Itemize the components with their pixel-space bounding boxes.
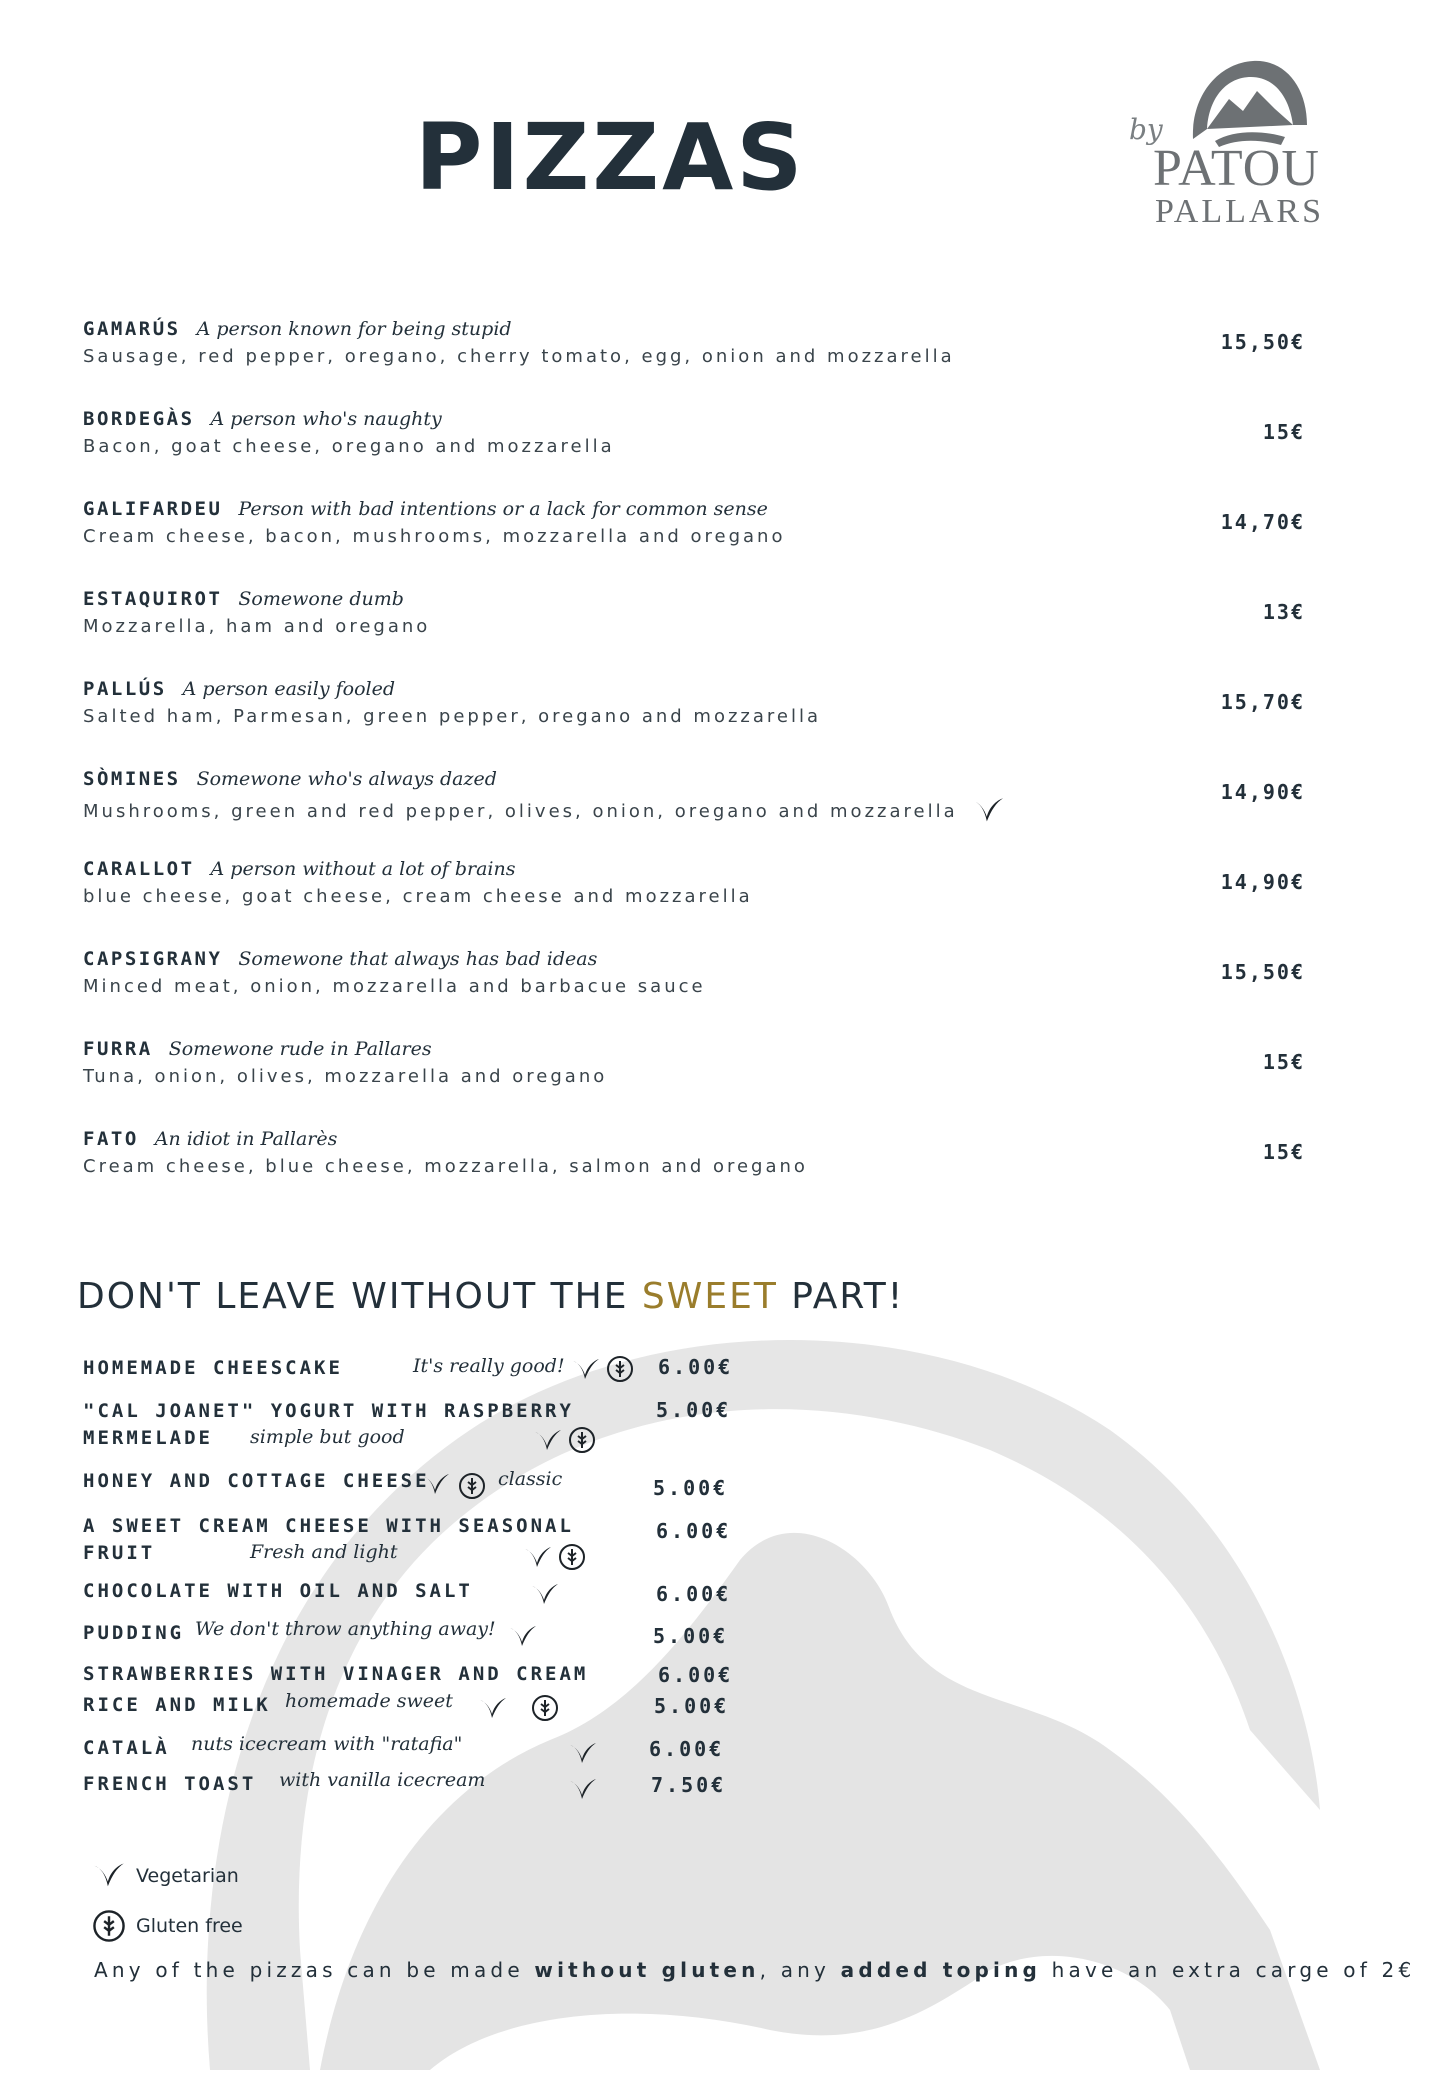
dessert-note: homemade sweet xyxy=(285,1690,453,1712)
footnote-part3: have an extra carge of 2€ xyxy=(1041,1958,1416,1982)
dessert-item xyxy=(83,1468,743,1500)
dessert-note: simple but good xyxy=(250,1426,405,1448)
pizza-meaning: A person known for being stupid xyxy=(196,318,512,340)
pizza-list xyxy=(83,318,1305,1218)
vegetarian-leaf-icon xyxy=(421,1472,451,1498)
pizza-item xyxy=(83,678,1305,768)
pizza-name: FURRA xyxy=(83,1038,153,1060)
pizza-price: 13€ xyxy=(1262,600,1305,624)
pizza-meaning: Somewone that always has bad ideas xyxy=(238,948,598,970)
pizza-item xyxy=(83,588,1305,678)
legend-gluten-free-label: Gluten free xyxy=(136,1915,243,1937)
pizza-ingredients: Sausage, red pepper, oregano, cherry tomato, egg, onion and mozzarella xyxy=(83,346,955,367)
pizza-meaning: Somewone who's always dazed xyxy=(196,768,497,790)
dessert-price: 6.00€ xyxy=(658,1355,734,1379)
dessert-name: PUDDING xyxy=(83,1622,185,1644)
page-title: PIZZAS xyxy=(415,104,806,211)
dessert-price: 6.00€ xyxy=(649,1737,725,1761)
dessert-price: 7.50€ xyxy=(651,1773,727,1797)
pizza-meaning: Somewone rude in Pallares xyxy=(168,1038,432,1060)
pizza-name: CAPSIGRANY xyxy=(83,948,223,970)
dessert-name: STRAWBERRIES WITH VINAGER AND CREAM xyxy=(83,1663,589,1685)
pizza-item xyxy=(83,948,1305,1038)
footnote-part2: , any xyxy=(759,1958,841,1982)
gluten-free-footnote xyxy=(94,1958,1415,1982)
dessert-name-line2: MERMELADE xyxy=(83,1427,213,1449)
pizza-price: 14,90€ xyxy=(1220,780,1305,804)
pizza-name: PALLÚS xyxy=(83,678,167,700)
brand-logo xyxy=(1125,55,1345,235)
pizza-ingredients: Salted ham, Parmesan, green pepper, oregano and mozzarella xyxy=(83,706,822,727)
vegetarian-leaf-icon xyxy=(523,1545,553,1571)
dessert-item xyxy=(83,1692,743,1724)
legend-vegetarian-label: Vegetarian xyxy=(136,1865,239,1887)
pizza-name: SÒMINES xyxy=(83,768,181,790)
vegetarian-leaf-icon xyxy=(530,1582,560,1608)
gluten-free-icon xyxy=(458,1472,486,1500)
legend-vegetarian xyxy=(92,1858,243,1894)
pizza-ingredients: blue cheese, goat cheese, cream cheese and mozzarella xyxy=(83,886,753,907)
pizza-ingredients: Minced meat, onion, mozzarella and barbacue sauce xyxy=(83,976,706,997)
dessert-item xyxy=(83,1771,743,1803)
pizza-meaning: Person with bad intentions or a lack for common sense xyxy=(238,498,768,520)
vegetarian-leaf-icon xyxy=(92,1861,126,1891)
logo-name: PATOU xyxy=(1153,140,1320,197)
dessert-name: HOMEMADE CHEESCAKE xyxy=(83,1357,343,1379)
pizza-price: 15€ xyxy=(1262,1140,1305,1164)
dessert-price: 5.00€ xyxy=(653,1624,729,1648)
vegetarian-leaf-icon xyxy=(970,796,1006,826)
dessert-price: 6.00€ xyxy=(656,1582,732,1606)
pizza-ingredients: Cream cheese, blue cheese, mozzarella, salmon and oregano xyxy=(83,1156,808,1177)
pizza-item xyxy=(83,768,1305,858)
dessert-price: 5.00€ xyxy=(656,1398,732,1422)
gluten-free-icon xyxy=(92,1909,126,1943)
section-title-before: DON'T LEAVE WITHOUT THE xyxy=(77,1276,642,1317)
dessert-item xyxy=(83,1578,743,1610)
dessert-name: CHOCOLATE WITH OIL AND SALT xyxy=(83,1580,473,1602)
footnote-bold2: added toping xyxy=(840,1958,1042,1982)
logo-by-text: by xyxy=(1129,113,1163,146)
dessert-price: 6.00€ xyxy=(658,1663,734,1687)
pizza-item xyxy=(83,408,1305,498)
dessert-note: nuts icecream with "ratafia" xyxy=(191,1733,463,1755)
pizza-item xyxy=(83,318,1305,408)
logo-subname: PALLARS xyxy=(1155,193,1325,230)
pizza-price: 15,70€ xyxy=(1220,690,1305,714)
vegetarian-leaf-icon xyxy=(508,1624,538,1650)
dessert-name: HONEY AND COTTAGE CHEESE xyxy=(83,1470,430,1492)
pizza-ingredients-text: Mushrooms, green and red pepper, olives, onion, oregano and mozzarella xyxy=(83,800,958,822)
pizza-meaning: A person who's naughty xyxy=(210,408,442,430)
dessert-item xyxy=(83,1398,743,1454)
dessert-item xyxy=(83,1620,743,1652)
pizza-ingredients: Tuna, onion, olives, mozzarella and oregano xyxy=(83,1066,608,1087)
pizza-price: 14,70€ xyxy=(1220,510,1305,534)
dessert-price: 6.00€ xyxy=(656,1519,732,1543)
pizza-name: ESTAQUIROT xyxy=(83,588,223,610)
dessert-item xyxy=(83,1735,743,1767)
pizza-item xyxy=(83,858,1305,948)
dessert-item xyxy=(83,1355,743,1385)
pizza-price: 14,90€ xyxy=(1220,870,1305,894)
pizza-ingredients xyxy=(83,796,1305,826)
pizza-meaning: An idiot in Pallarès xyxy=(154,1128,338,1150)
pizza-meaning: Somewone dumb xyxy=(238,588,404,610)
dessert-name: RICE AND MILK xyxy=(83,1694,271,1716)
gluten-free-icon xyxy=(531,1694,559,1722)
dessert-note: It's really good! xyxy=(413,1355,565,1377)
pizza-ingredients: Mozzarella, ham and oregano xyxy=(83,616,431,637)
dessert-note: with vanilla icecream xyxy=(279,1769,486,1791)
footnote-part1: Any of the pizzas can be made xyxy=(94,1958,535,1982)
pizza-item xyxy=(83,1128,1305,1218)
section-title-accent: SWEET xyxy=(641,1276,778,1317)
pizza-ingredients: Cream cheese, bacon, mushrooms, mozzarella and oregano xyxy=(83,526,786,547)
pizza-item xyxy=(83,498,1305,588)
pizza-ingredients: Bacon, goat cheese, oregano and mozzarella xyxy=(83,436,615,457)
dessert-name-line1: A SWEET CREAM CHEESE WITH SEASONAL xyxy=(83,1515,574,1537)
dessert-name-line2: FRUIT xyxy=(83,1542,156,1564)
pizza-meaning: A person easily fooled xyxy=(182,678,395,700)
vegetarian-leaf-icon xyxy=(568,1741,598,1767)
vegetarian-leaf-icon xyxy=(478,1696,508,1722)
dessert-note: Fresh and light xyxy=(250,1541,398,1563)
pizza-name: GALIFARDEU xyxy=(83,498,223,520)
pizza-name: FATO xyxy=(83,1128,139,1150)
pizza-name: BORDEGÀS xyxy=(83,408,195,430)
pizza-meaning: A person without a lot of brains xyxy=(210,858,516,880)
gluten-free-icon xyxy=(558,1543,586,1571)
vegetarian-leaf-icon xyxy=(568,1777,598,1803)
icon-legend xyxy=(92,1858,243,1944)
dessert-item xyxy=(83,1513,743,1571)
pizza-name: CARALLOT xyxy=(83,858,195,880)
dessert-note: We don't throw anything away! xyxy=(195,1618,496,1640)
gluten-free-icon xyxy=(568,1426,596,1454)
dessert-item xyxy=(83,1661,743,1689)
dessert-name: CATALÀ xyxy=(83,1737,170,1759)
pizza-price: 15€ xyxy=(1262,420,1305,444)
mountain-logo-icon xyxy=(1185,55,1310,147)
pizza-price: 15,50€ xyxy=(1220,330,1305,354)
legend-gluten-free xyxy=(92,1908,243,1944)
pizza-price: 15€ xyxy=(1262,1050,1305,1074)
pizza-item xyxy=(83,1038,1305,1128)
dessert-price: 5.00€ xyxy=(654,1694,730,1718)
section-title-after: PART! xyxy=(777,1276,905,1317)
dessert-name: FRENCH TOAST xyxy=(83,1773,257,1795)
dessert-note: classic xyxy=(498,1468,563,1490)
vegetarian-leaf-icon xyxy=(533,1428,563,1454)
pizza-price: 15,50€ xyxy=(1220,960,1305,984)
dessert-name-line1: "CAL JOANET" YOGURT WITH RASPBERRY xyxy=(83,1400,574,1422)
dessert-price: 5.00€ xyxy=(653,1476,729,1500)
gluten-free-icon xyxy=(606,1355,634,1383)
footnote-bold1: without gluten xyxy=(534,1958,760,1982)
pizza-name: GAMARÚS xyxy=(83,318,181,340)
desserts-section-title xyxy=(77,1276,904,1317)
vegetarian-leaf-icon xyxy=(571,1357,601,1383)
